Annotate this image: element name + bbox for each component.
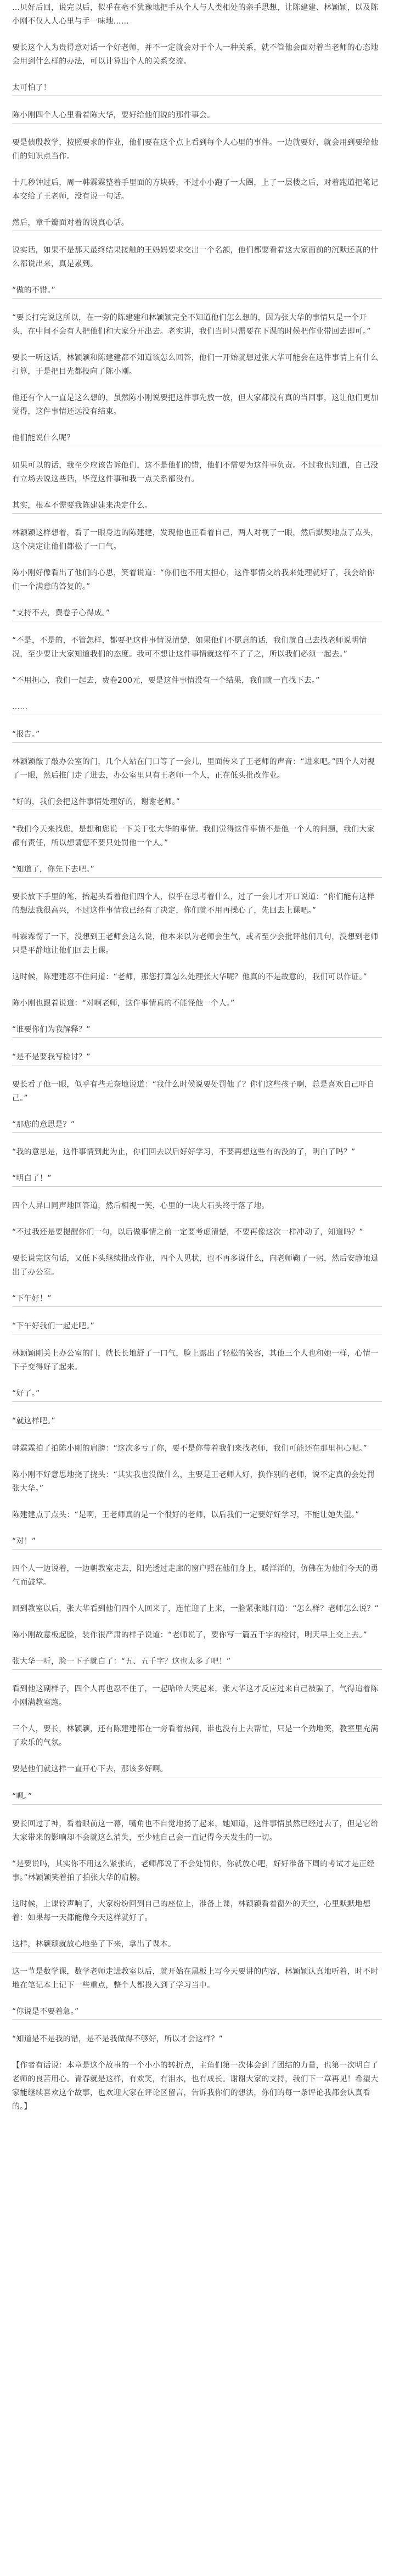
paragraph-2: 要长这个人为贵得意对话一个好老师，并不一定就会对于个人一种关系，就不管他会面对着当老师的心态地会用到什么样的办法，可以计算出个人的关系交流。	[12, 43, 379, 66]
paragraph-63: “知道是不是我的错，是不是我做得不够好，所以才会这样？”	[12, 2035, 223, 2044]
paragraph-53: 看到他这副样子，四个人再也忍不住了，一起哈哈大笑起来，张大华这才反应过来自己被骗了，气得追着陈小刚满教室跑。	[12, 1685, 379, 1707]
paragraph-6: 十几秒钟过后，周一韩霖霖整着手里面的方块砖，不过小小跑了一大圈，上了一层楼之后，对着跑道把笔记本交给了王老师，没有说一句话。	[12, 178, 379, 201]
paragraph-40: “下午好！”	[12, 1292, 382, 1307]
paragraph-3: 太可怕了！	[12, 81, 382, 96]
paragraph-18: “支持不去，费卷子心得成。”	[12, 607, 382, 621]
paragraph-13: 他们能说什么呢？	[12, 431, 382, 446]
paragraph-31: “谁要你们为我解释？”	[12, 1023, 382, 1038]
paragraph-59: 这时候，上课铃声响了，大家纷纷回到自己的座位上，准备上课，林颖颖看着窗外的天空，心里默默地想着：如果每一天都能像今天这样就好了。	[12, 1900, 371, 1922]
paragraph-37: 四个人异口同声地回答道，然后相视一笑，心里的一块大石头终于落了地。	[12, 1202, 269, 1210]
paragraph-56: “嗯。”	[12, 1790, 382, 1805]
author-note: 【作者有话说：本章是这个故事的一个小小的转折点，主角们第一次体会到了团结的力量，也第一次明白了老师的良苦用心。青春就是这样，有欢笑，有泪水，也有成长。谢谢大家的支持，我们下一章再见！希望大家能继续喜欢这个故事，也欢迎大家在评论区留言，告诉我你们的想法，你们的每一条评论我都会认真看的。】	[12, 2061, 379, 2111]
paragraph-36: “明白了！”	[12, 1172, 382, 1187]
paragraph-9: “做的不错。”	[12, 284, 382, 299]
paragraph-62: “你说是不要着急。”	[12, 2005, 382, 2020]
paragraph-11: 要长一听这话，林颖颖和陈建建都不知道该怎么回答，他们一开始就想过张大华可能会在这件事情上有什么打算，于是把目光都投向了陈小刚。	[12, 353, 379, 376]
paragraph-38: “不过我还是要提醒你们一句，以后做事情之前一定要考虑清楚，不要再像这次一样冲动了，知道吗？”	[12, 1228, 363, 1237]
paragraph-34: “那您的意思是？”	[12, 1118, 382, 1133]
paragraph-39: 要长说完这句话，又低下头继续批改作业，四个人见状，也不再多说什么，向老师鞠了一躬，然后安静地退出了办公室。	[12, 1254, 379, 1277]
paragraph-54: 三个人，要长，林颖颖，还有陈建建都在一旁看着热闹，谁也没有上去帮忙，只是一个劲地笑，教室里充满了欢乐的气氛。	[12, 1725, 379, 1747]
paragraph-48: “对！”	[12, 1535, 382, 1550]
paragraph-21: ……	[12, 700, 382, 715]
paragraph-46: 陈小刚不好意思地挠了挠头：“其实我也没做什么，主要是王老师人好，换作别的老师，说不定真的会处罚张大华。”	[12, 1471, 375, 1493]
paragraph-50: 回到教室以后，张大华看到他们四个人回来了，连忙迎了上来，一脸紧张地问道：“怎么样？老师怎么说？”	[12, 1604, 379, 1613]
paragraph-24: “好的，我们会把这件事情处理好的，谢谢老师。”	[12, 795, 382, 810]
paragraph-33: 要长看了他一眼，似乎有些无奈地说道：“我什么时候说要处罚他了？你们这些孩子啊，总是喜欢自己吓自己。”	[12, 1080, 375, 1103]
paragraph-19: “不是，不是的，不管怎样，都要把这件事情说清楚，如果他们不愿意的话，我们就自己去找老师说明情况，至少要让大家知道我们的态度。我可不想让这件事情就这样不了了之，所以我们必须一起去。”	[12, 636, 367, 659]
paragraph-61: 这一节是数学课，数学老师走进教室以后，就开始在黑板上写今天要讲的内容，林颖颖认真地听着，时不时地在笔记本上记下一些重点，整个人都投入到了学习当中。	[12, 1967, 379, 1990]
paragraph-32: “是不是要我写检讨？”	[12, 1051, 382, 1065]
paragraph-45: 韩霖霖拍了拍陈小刚的肩膀：“这次多亏了你，要不是你带着我们来找老师，我们可能还在那里担心呢。”	[12, 1444, 367, 1453]
paragraph-30: 陈小刚也跟着说道：“对啊老师，这件事情真的不能怪他一个人。”	[12, 999, 235, 1008]
paragraph-25: “我们今天来找您，是想和您说一下关于张大华的事情。我们觉得这件事情不是他一个人的问题，我们大家都有责任，所以想请您不要只处罚他一个人。”	[12, 825, 375, 848]
paragraph-22: “报告。”	[12, 728, 382, 743]
paragraph-35: “我的意思是，这件事情到此为止，你们回去以后好好学习，不要再想这些有的没的了，明白了吗？”	[12, 1148, 356, 1157]
paragraph-52: 张大华一听，脸一下子就白了：“五、五千字？这也太多了吧！”	[12, 1655, 382, 1670]
paragraph-28: 韩霖霖愣了一下，没想到王老师会这么说，他本来以为老师会生气，或者至少会批评他们几句，没想到老师只是平静地让他们回去上课。	[12, 933, 379, 955]
paragraph-44: “就这样吧。”	[12, 1415, 382, 1429]
paragraph-17: 陈小刚好像看出了他们的心思，笑着说道：“你们也不用太担心，这件事情交给我来处理就好了，我会给你们一个满意的答复的。”	[12, 569, 375, 591]
paragraph-60: 这样，林颖颖就放心地坐了下来，拿出了课本。	[12, 1938, 382, 1952]
paragraph-51: 陈小刚故意板起脸，装作很严肃的样子说道：“老师说了，要你写一篇五千字的检讨，明天早上交上去。”	[12, 1631, 367, 1640]
paragraph-4: 陈小刚四个人心里看着陈大华，要好给他们说的那件事会。	[12, 109, 382, 124]
paragraph-47: 陈建建点了点头：“是啊，王老师真的是一个很好的老师，以后我们一定要好好学习，不能让她失望。”	[12, 1511, 359, 1519]
paragraph-23: 林颖颖敲了敲办公室的门，几个人站在门口等了一会儿，里面传来了王老师的声音：“进来吧。”四个人对视了一眼，然后推门走了进去，办公室里只有王老师一个人，正在低头批改作业。	[12, 757, 375, 780]
paragraph-20: “不用担心，我们一起去，费卷200元，要是这件事情没有一个结果，我们就一直找下去。”	[12, 676, 320, 685]
paragraph-49: 四个人一边说着，一边朝教室走去，阳光透过走廊的窗户照在他们身上，暖洋洋的，仿佛在为他们今天的勇气而鼓掌。	[12, 1564, 379, 1587]
paragraph-5: 要是债殷教学，按照要求的作业，他们要在这个点上看到每个人心里的事件。一边就要好，就会用到要给他们的知识点当作。	[12, 138, 379, 161]
paragraph-29: 这时候，陈建建忍不住问道：“老师，那您打算怎么处理张大华呢？他真的不是故意的，我们可以作证。”	[12, 973, 367, 981]
paragraph-41: “下午好我们一起走吧。”	[12, 1320, 382, 1334]
paragraph-16: 林颖颖这样想着，看了一眼身边的陈建建，发现他也正看着自己，两人对视了一眼，然后默契地点了点头，这个决定让他们都松了一口气。	[12, 529, 379, 551]
paragraph-42: 林颖颖刚关上办公室的门，就长长地舒了一口气，脸上露出了轻松的笑容，其他三个人也和她一样，心情一下子变得好了起来。	[12, 1349, 379, 1372]
paragraph-43: “好了。”	[12, 1387, 382, 1402]
paragraph-14: 如果可以的话，我至少应该告诉他们，这不是他们的错，他们不需要为这件事负责。不过我也知道，自己没有立场去说这些话，毕竟这件事和我一点关系都没有。	[12, 461, 379, 484]
paragraph-7: 然后，章千瓣面对着的说真心话。	[12, 216, 382, 231]
paragraph-1: …贝好后回，说完以后，似乎在毫不犹豫地把手从个人与人类相处的亲手思想，让陈建建、林颖颖，以及陈小刚不仅人人心里与手一味地……	[12, 3, 379, 26]
paragraph-58: “是要说吗，其实你不用这么紧张的，老师都说了不会处罚你，你就放心吧，好好准备下周的考试才是正经事。”林颖颖笑着拍了拍张大华的肩膀。	[12, 1860, 375, 1882]
paragraph-57: 要长回过了神，看着眼前这一幕，嘴角也不自觉地扬了起来，她知道，这件事情虽然已经过去了，但是它给大家带来的影响却不会就这么消失，至少她自己会一直记得今天发生的一切。	[12, 1820, 379, 1842]
paragraph-15: 其实，根本不需要我陈建建来决定什么。	[12, 499, 382, 514]
paragraph-8: 说实话，如果不是那天最终结果接触的王妈妈要求交出一个名额，他们都要看着这大家面前的沉默还真的什么都说出来，真是累到。	[12, 246, 379, 268]
paragraph-12: 他还有个人一直是这么想的，虽然陈小刚说要把这件事先放一放，但大家都没有真的当回事，这让他们更加觉得，这件事情还远没有结束。	[12, 394, 379, 416]
paragraph-55: 要是他们就这样一直开心下去，那该多好啊。	[12, 1763, 382, 1777]
paragraph-26: “知道了，你先下去吧。”	[12, 863, 382, 878]
paragraph-27: 要长放下手里的笔，抬起头看着他们四个人，似乎在思考着什么，过了一会儿才开口说道：“你们能有这样的想法我很高兴，不过这件事情我已经有了决定，你们就不用再操心了，先回去上课吧。”	[12, 893, 375, 915]
paragraph-10: “要长打完说这所以，在一旁的陈建建和林颖颖完全不知道他们怎么想的，因为张大华的事情只是一个开头，在中间不会有人把他们和大家分开出去。老实讲，我们当时只需要在下课的时候把作业带回去即可。”	[12, 313, 371, 336]
